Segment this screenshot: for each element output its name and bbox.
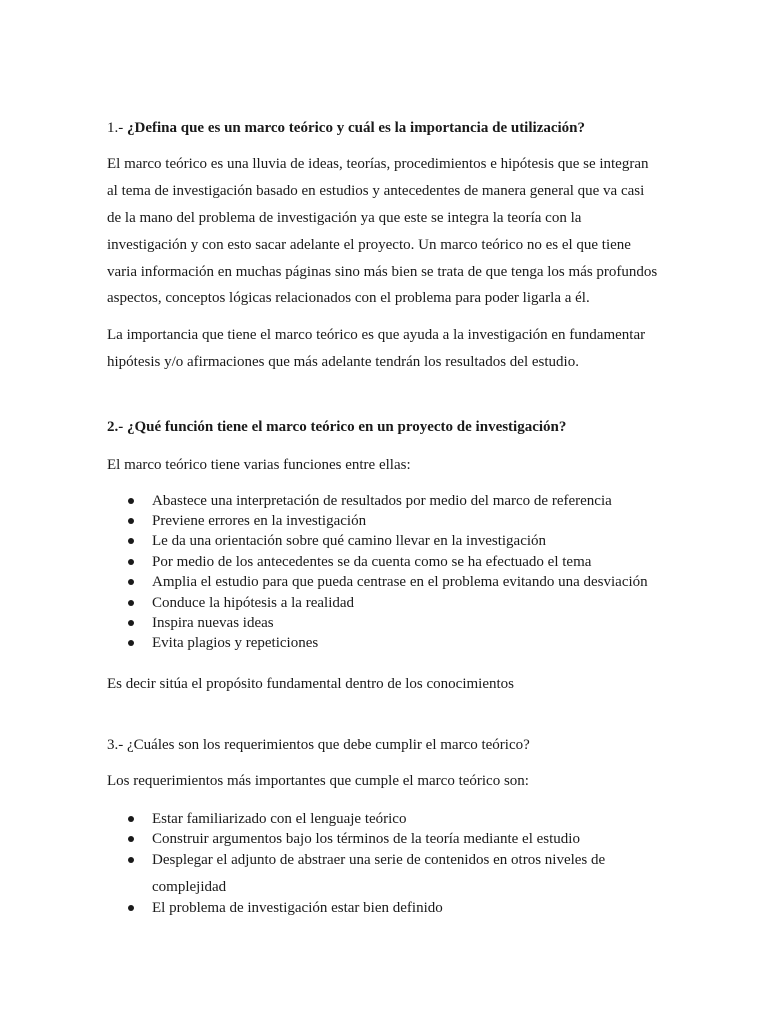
section3-bullet-text: Desplegar el adjunto de abstraer una serie de contenidos en otros niveles de bbox=[152, 852, 606, 868]
section2-closing: Es decir sitúa el propósito fundamental dentro de los conocimientos bbox=[107, 676, 514, 692]
section3-heading: 3.- ¿Cuáles son los requerimientos que debe cumplir el marco teórico? bbox=[107, 737, 530, 753]
section1-para1-line: investigación y con esto sacar adelante el proyecto. Un marco teórico no es el que tiene bbox=[107, 237, 631, 253]
section1-para1-line: aspectos, conceptos lógicas relacionados con el problema para poder ligarla a él. bbox=[107, 290, 590, 306]
section3-bullet-text: El problema de investigación estar bien definido bbox=[152, 900, 443, 916]
section3-bullet-continuation: complejidad bbox=[152, 879, 227, 895]
section2-bullet-text: Amplia el estudio para que pueda centrase en el problema evitando una desviación bbox=[152, 574, 648, 590]
section1-heading-prefix: 1.- bbox=[107, 120, 127, 136]
section1-para1-line: varia información en muchas páginas sino más bien se trata de que tenga los más profundos bbox=[107, 264, 658, 280]
bullet-dot bbox=[128, 816, 134, 822]
bullet-dot bbox=[128, 498, 134, 504]
section2-bullet-text: Previene errores en la investigación bbox=[152, 513, 367, 529]
bullet-dot bbox=[128, 518, 134, 524]
section2-bullet-text: Evita plagios y repeticiones bbox=[152, 635, 319, 651]
section1-para1-line: de la mano del problema de investigación ya que este se integra la teoría con la bbox=[107, 210, 582, 226]
section1-para1-line: El marco teórico es una lluvia de ideas, teorías, procedimientos e hipótesis que se integran bbox=[107, 156, 649, 172]
section3-bullet-text: Construir argumentos bajo los términos de la teoría mediante el estudio bbox=[152, 831, 580, 847]
section2-bullet-text: Abastece una interpretación de resultados por medio del marco de referencia bbox=[152, 493, 612, 509]
section1-para1-line: al tema de investigación basado en estudios y antecedentes de manera general que va casi bbox=[107, 183, 645, 199]
bullet-dot bbox=[128, 579, 134, 585]
bullet-dot bbox=[128, 836, 134, 842]
bullet-dot bbox=[128, 600, 134, 606]
bullet-dot bbox=[128, 905, 134, 911]
section2-bullet-text: Conduce la hipótesis a la realidad bbox=[152, 595, 355, 611]
section1-heading bbox=[107, 118, 585, 138]
section2-bullet-text: Inspira nuevas ideas bbox=[152, 615, 274, 631]
bullet-dot bbox=[128, 857, 134, 863]
section2-bullet-text: Le da una orientación sobre qué camino llevar en la investigación bbox=[152, 533, 547, 549]
section2-heading: 2.- ¿Qué función tiene el marco teórico en un proyecto de investigación? bbox=[107, 419, 567, 435]
section1-para2-line: La importancia que tiene el marco teórico es que ayuda a la investigación en fundamentar bbox=[107, 327, 646, 343]
bullet-dot bbox=[128, 538, 134, 544]
bullet-dot bbox=[128, 620, 134, 626]
section3-bullet-text: Estar familiarizado con el lenguaje teórico bbox=[152, 811, 407, 827]
bullet-dot bbox=[128, 559, 134, 565]
section1-para2-line: hipótesis y/o afirmaciones que más adelante tendrán los resultados del estudio. bbox=[107, 354, 579, 370]
bullet-dot bbox=[128, 640, 134, 646]
section2-intro: El marco teórico tiene varias funciones entre ellas: bbox=[107, 457, 411, 473]
section3-intro: Los requerimientos más importantes que cumple el marco teórico son: bbox=[107, 773, 529, 789]
section2-bullet-text: Por medio de los antecedentes se da cuenta como se ha efectuado el tema bbox=[152, 554, 592, 570]
section1-heading-question: ¿Defina que es un marco teórico y cuál es la importancia de utilización? bbox=[127, 120, 586, 136]
